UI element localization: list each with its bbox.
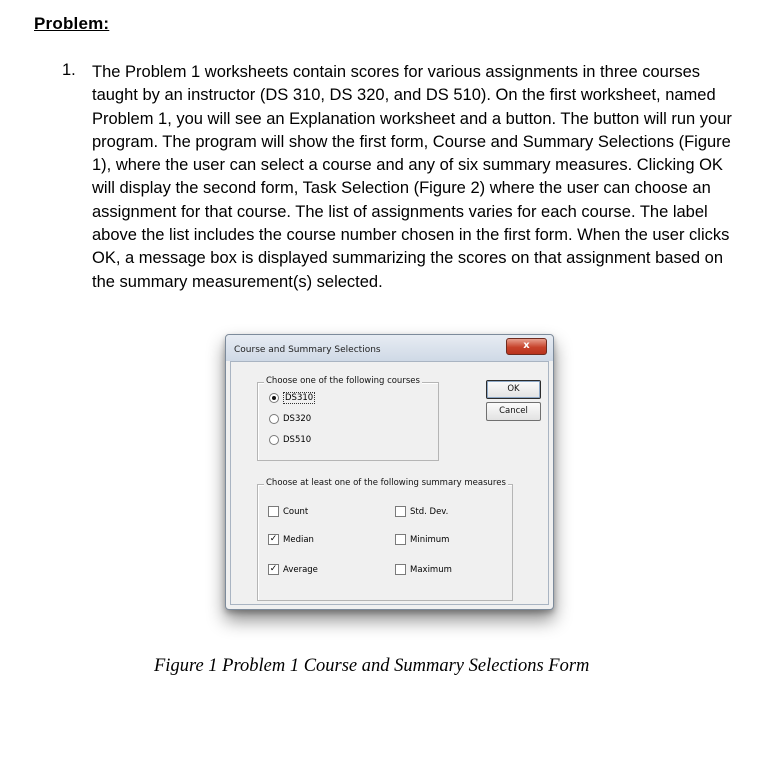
checkbox-count-label: Count <box>283 506 309 517</box>
checkbox-maximum-label: Maximum <box>410 564 452 575</box>
checkbox-median-label: Median <box>283 534 314 545</box>
dialog-title: Course and Summary Selections <box>234 345 381 355</box>
item-number: 1. <box>62 61 76 79</box>
radio-ds510-indicator <box>269 435 279 445</box>
cancel-button[interactable]: Cancel <box>486 402 541 421</box>
dialog-titlebar[interactable] <box>226 335 553 361</box>
summary-frame-label: Choose at least one of the following summary measures <box>266 478 506 488</box>
radio-ds310-indicator <box>269 393 279 403</box>
close-icon: x <box>523 340 530 351</box>
close-button[interactable] <box>506 338 547 355</box>
checkbox-minimum-label: Minimum <box>410 534 450 545</box>
course-frame <box>257 376 439 461</box>
radio-ds510[interactable] <box>269 435 311 445</box>
checkbox-maximum-box <box>395 564 406 575</box>
ok-button[interactable]: OK <box>486 380 541 399</box>
problem-description: The Problem 1 worksheets contain scores for various assignments in three courses taught by an instructor (DS 310, DS 320, and DS 510). On the first worksheet, named Problem 1, you will see an Explanation worksheet and a button. The button will run your program. The program will show the first form, Course and Summary Selections (Figure 1), where the user can select a course and any of six summary measures. Clicking OK will display the second form, Task Selection (Figure 2) where the user can choose an assignment for that course. The list of assignments varies for each course. The label above the list includes the course number chosen in the first form. When the user clicks OK, a message box is displayed summarizing the scores on that assignment based on the summary measurement(s) selected. <box>92 63 732 291</box>
checkbox-minimum[interactable] <box>395 534 449 545</box>
radio-ds310-label: DS310 <box>285 393 314 403</box>
checkbox-count[interactable] <box>268 506 308 517</box>
checkbox-minimum-box <box>395 534 406 545</box>
radio-ds320-label: DS320 <box>283 414 312 424</box>
dialog-client-area <box>230 361 549 605</box>
check-icon: ✓ <box>269 534 278 544</box>
check-icon: ✓ <box>269 564 278 574</box>
radio-ds510-label: DS510 <box>283 435 312 445</box>
checkbox-average[interactable] <box>268 564 318 575</box>
checkbox-average-label: Average <box>283 564 318 575</box>
radio-ds320[interactable] <box>269 414 311 424</box>
radio-ds320-indicator <box>269 414 279 424</box>
checkbox-median[interactable] <box>268 534 314 545</box>
checkbox-std-dev-box <box>395 506 406 517</box>
problem-heading: Problem: <box>34 14 110 33</box>
course-frame-label: Choose one of the following courses <box>266 376 420 386</box>
checkbox-std-dev-label: Std. Dev. <box>410 506 449 517</box>
course-summary-dialog <box>225 334 554 610</box>
checkbox-std-dev[interactable] <box>395 506 448 517</box>
radio-ds310[interactable] <box>269 392 315 404</box>
figure-caption: Figure 1 Problem 1 Course and Summary Selections Form <box>154 656 590 676</box>
checkbox-count-box <box>268 506 279 517</box>
checkbox-maximum[interactable] <box>395 564 452 575</box>
summary-frame <box>257 478 513 601</box>
